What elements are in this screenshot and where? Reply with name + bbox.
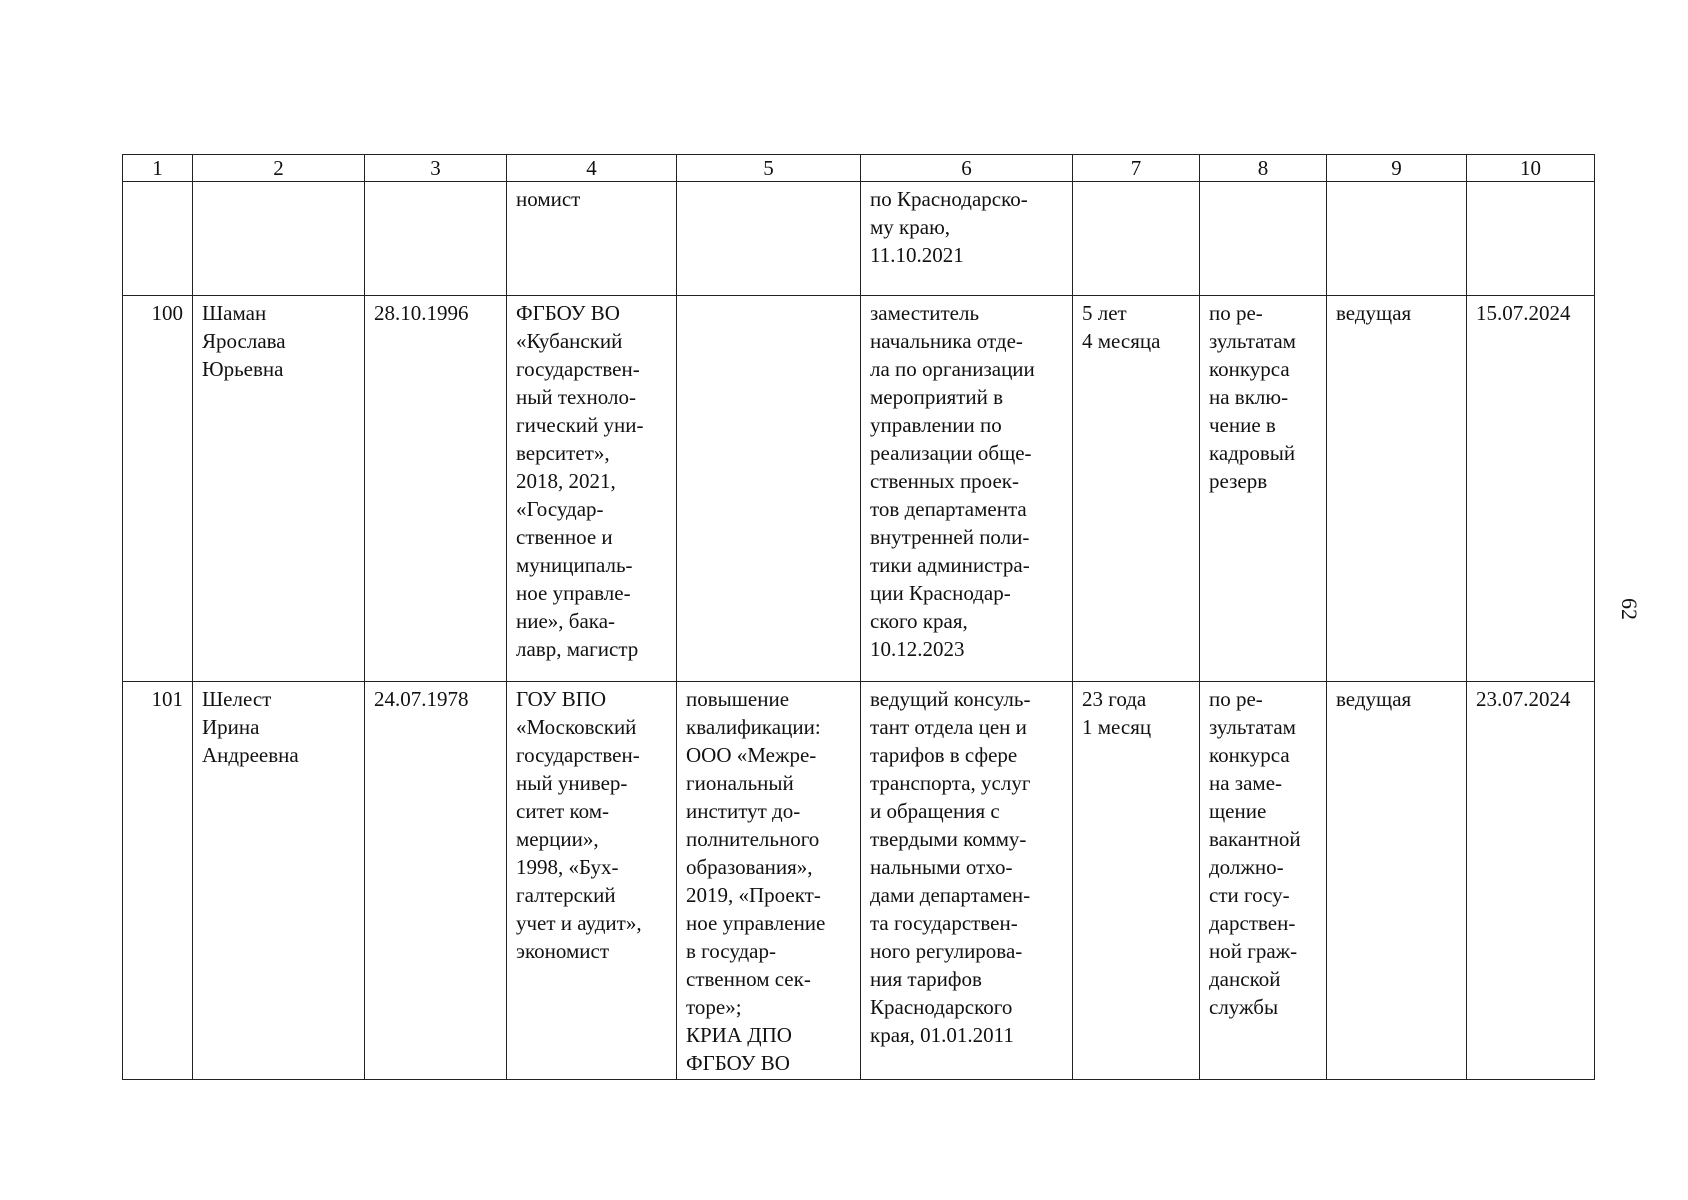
- table-row: [123, 682, 1595, 1080]
- header-cell: 2: [193, 155, 365, 182]
- education-cell: ФГБОУ ВО «Кубанский государствен- ный техноло- гический уни- верситет», 2018, 2021, «Государ- ственное и муниципаль- ное управле- ние», бака- лавр, магистр: [507, 296, 677, 682]
- header-cell: 1: [123, 155, 193, 182]
- header-cell: 5: [677, 155, 861, 182]
- header-cell: 8: [1200, 155, 1327, 182]
- row-number-cell: 101: [123, 682, 193, 1080]
- birth-date-cell: 28.10.1996: [365, 296, 507, 682]
- full-name-cell: Шаман Ярослава Юрьевна: [193, 296, 365, 682]
- service-length-cell: [1073, 182, 1200, 296]
- header-cell: 7: [1073, 155, 1200, 182]
- header-cell: 6: [861, 155, 1073, 182]
- education-cell: номист: [507, 182, 677, 296]
- header-cell: 9: [1327, 155, 1467, 182]
- table-header-row: [123, 155, 1595, 182]
- header-cell: 3: [365, 155, 507, 182]
- position-group-cell: [1327, 182, 1467, 296]
- service-length-cell: 5 лет 4 месяца: [1073, 296, 1200, 682]
- table-row-continuation: [123, 182, 1595, 296]
- header-cell: 10: [1467, 155, 1595, 182]
- full-name-cell: Шелест Ирина Андреевна: [193, 682, 365, 1080]
- additional-education-cell: повышение квалификации: ООО «Межре- гиональный институт до- полнительного образования», 2019, «Проект- ное управление в государ- ственном сек- торе»; КРИА ДПО ФГБОУ ВО: [677, 682, 861, 1080]
- birth-date-cell: [365, 182, 507, 296]
- basis-cell: [1200, 182, 1327, 296]
- position-cell: по Краснодарско- му краю, 11.10.2021: [861, 182, 1073, 296]
- header-cell: 4: [507, 155, 677, 182]
- table-row: [123, 296, 1595, 682]
- position-cell: ведущий консуль- тант отдела цен и тарифов в сфере транспорта, услуг и обращения с твердыми комму- нальными отхо- дами департамен- та государствен- ного регулирова- ния тарифов Краснодарского края, 01.01.2011: [861, 682, 1073, 1080]
- basis-cell: по ре- зультатам конкурса на заме- щение вакантной должно- сти госу- дарствен- ной граж- данской службы: [1200, 682, 1327, 1080]
- position-group-cell: ведущая: [1327, 682, 1467, 1080]
- service-length-cell: 23 года 1 месяц: [1073, 682, 1200, 1080]
- basis-cell: по ре- зультатам конкурса на вклю- чение в кадровый резерв: [1200, 296, 1327, 682]
- education-cell: ГОУ ВПО «Московский государствен- ный универ- ситет ком- мерции», 1998, «Бух- галтерский учет и аудит», экономист: [507, 682, 677, 1080]
- position-cell: заместитель начальника отде- ла по организации мероприятий в управлении по реализации обще- ственных проек- тов департамента внутренней поли- тики администра- ции Краснодар- ского края, 10.12.2023: [861, 296, 1073, 682]
- inclusion-date-cell: 23.07.2024: [1467, 682, 1595, 1080]
- personnel-table: [122, 154, 1595, 1080]
- page-number: 62: [1617, 598, 1642, 620]
- row-number-cell: 100: [123, 296, 193, 682]
- full-name-cell: [193, 182, 365, 296]
- inclusion-date-cell: 15.07.2024: [1467, 296, 1595, 682]
- row-number-cell: [123, 182, 193, 296]
- additional-education-cell: [677, 296, 861, 682]
- inclusion-date-cell: [1467, 182, 1595, 296]
- position-group-cell: ведущая: [1327, 296, 1467, 682]
- birth-date-cell: 24.07.1978: [365, 682, 507, 1080]
- additional-education-cell: [677, 182, 861, 296]
